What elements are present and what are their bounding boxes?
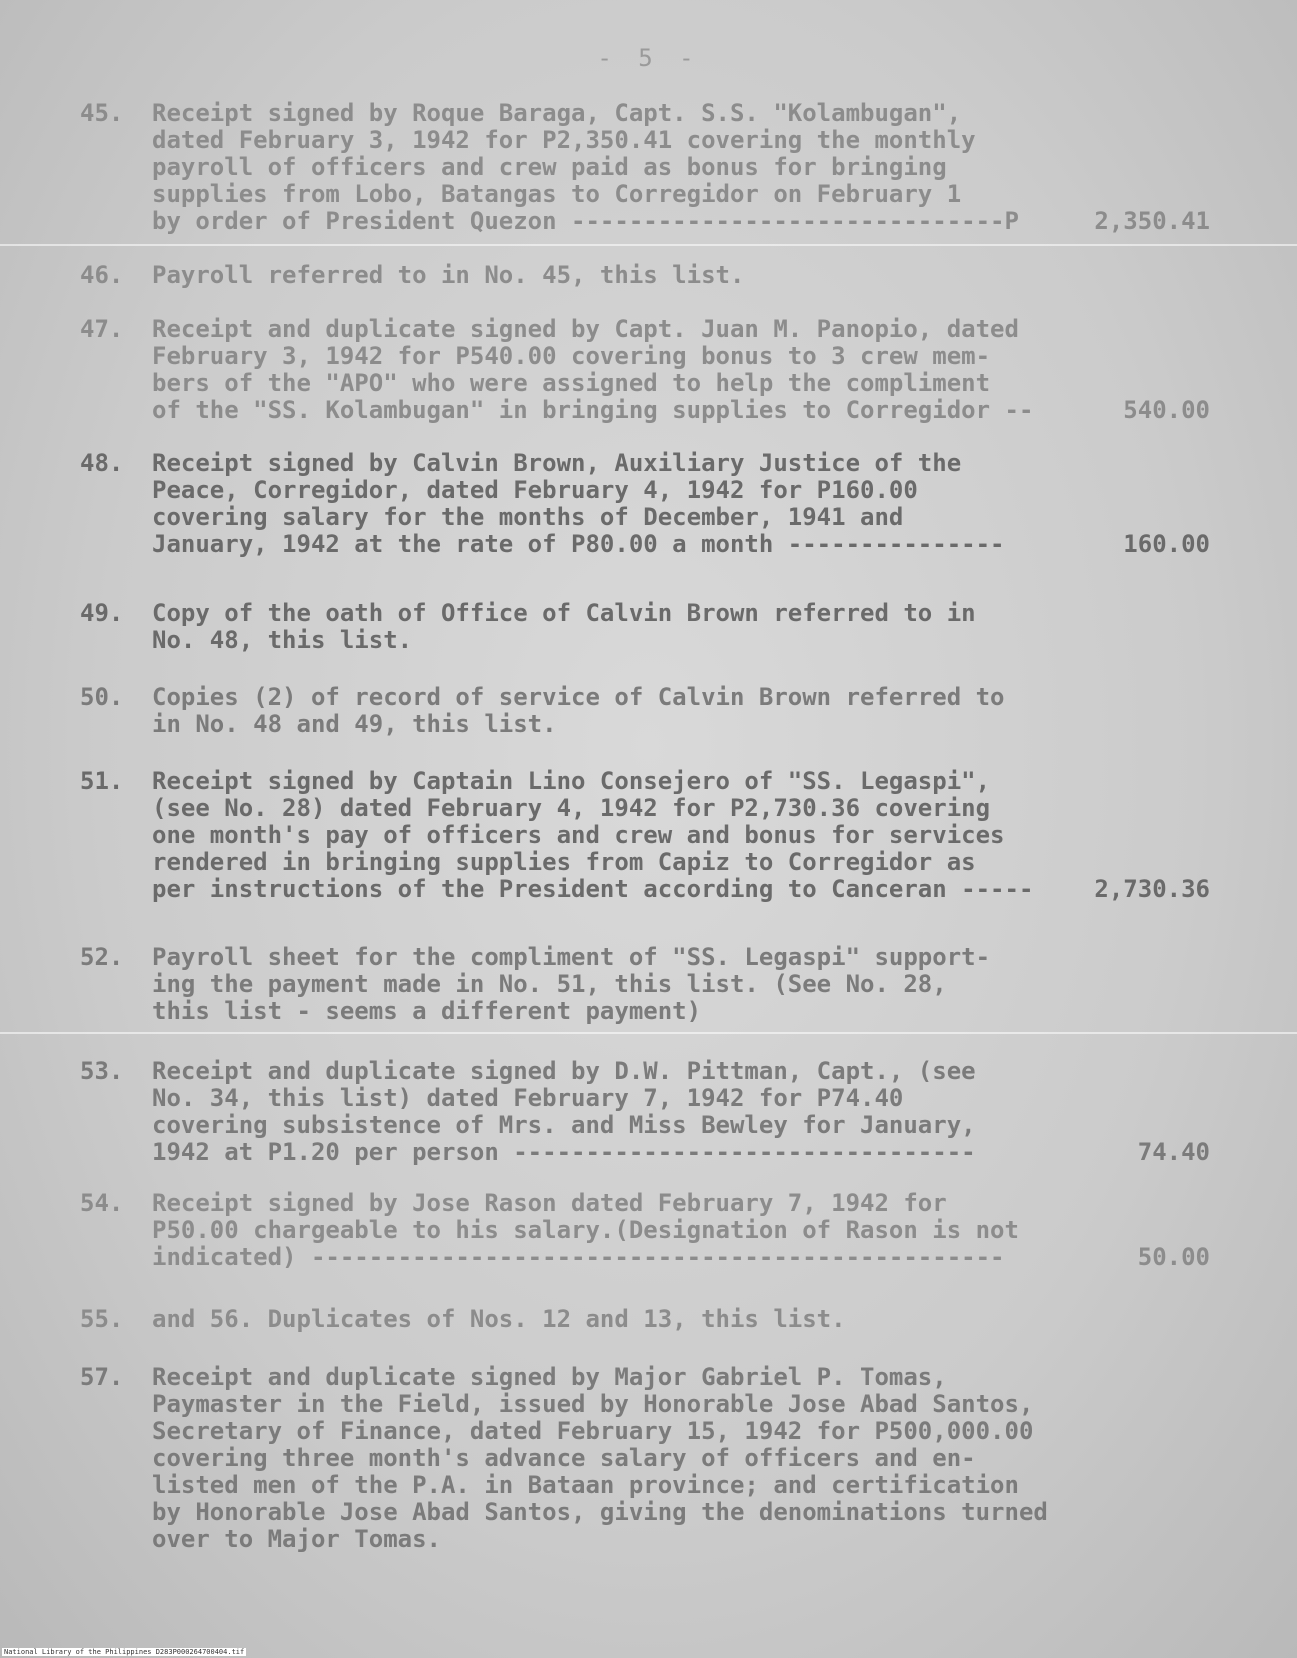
item-text: Receipt signed by Roque Baraga, Capt. S.S. "Kolambugan", dated February 3, 1942 for P2,350.41 covering the monthly payroll of officers and crew paid as bonus for bringing supplies from Lobo, Batangas to Corregidor on February 1 by order of President Quezon ------------------------------P [152, 99, 1019, 235]
archive-footer: National Library of the Philippines D283P000264700404.tif [4, 1648, 245, 1656]
item-amount: 50.00 [1137, 1243, 1210, 1271]
item-text: Copy of the oath of Office of Calvin Brown referred to in No. 48, this list. [152, 599, 976, 654]
item-number: 45. [80, 99, 124, 127]
item-number: 52. [80, 943, 124, 971]
item-text: Payroll referred to in No. 45, this list. [152, 261, 745, 289]
item-number: 54. [80, 1189, 124, 1217]
item-text: Receipt and duplicate signed by Capt. Juan M. Panopio, dated February 3, 1942 for P540.00 covering bonus to 3 crew mem- bers of the "APO" who were assigned to help the compliment of the "SS. Kolambugan" in bringing supplies to Corregidor -- [152, 315, 1034, 424]
item-number: 49. [80, 599, 124, 627]
item-text: Receipt signed by Calvin Brown, Auxiliary Justice of the Peace, Corregidor, dated February 4, 1942 for P160.00 covering salary for the months of December, 1941 and January, 1942 at the rate of P80.00 a month --------------- [152, 449, 1005, 558]
item-number: 55. [80, 1305, 124, 1333]
page-number: - 5 - [597, 44, 700, 72]
item-text: Receipt signed by Captain Lino Consejero of "SS. Legaspi", (see No. 28) dated February 4, 1942 for P2,730.36 covering one month's pay of officers and crew and bonus for services rendered in bringing supplies from Capiz to Corregidor as per instructions of the President according to Canceran ----- [152, 767, 1034, 903]
item-number: 46. [80, 261, 124, 289]
item-amount: 74.40 [1137, 1138, 1210, 1166]
item-text: and 56. Duplicates of Nos. 12 and 13, this list. [152, 1305, 846, 1333]
item-number: 50. [80, 683, 124, 711]
fold-line [0, 1032, 1297, 1034]
item-text: Receipt signed by Jose Rason dated February 7, 1942 for P50.00 chargeable to his salary.(Designation of Rason is not indicated) ------------------------------------------------ [152, 1189, 1019, 1271]
item-amount: 2,730.36 [1094, 875, 1210, 903]
item-number: 53. [80, 1057, 124, 1085]
item-amount: 160.00 [1123, 530, 1210, 558]
fold-line [0, 244, 1297, 246]
item-text: Receipt and duplicate signed by Major Gabriel P. Tomas, Paymaster in the Field, issued by Honorable Jose Abad Santos, Secretary of Finance, dated February 15, 1942 for P500,000.00 covering three month's advance salary of officers and en- listed men of the P.A. in Bataan province; and certification by Honorable Jose Abad Santos, giving the denominations turned over to Major Tomas. [152, 1363, 1048, 1553]
item-amount: 540.00 [1123, 396, 1210, 424]
item-text: Payroll sheet for the compliment of "SS. Legaspi" support- ing the payment made in No. 51, this list. (See No. 28, this list - seems a different payment) [152, 943, 991, 1025]
item-number: 51. [80, 767, 124, 795]
item-number: 48. [80, 449, 124, 477]
item-text: Copies (2) of record of service of Calvin Brown referred to in No. 48 and 49, this list. [152, 683, 1005, 738]
item-amount: 2,350.41 [1094, 207, 1210, 235]
item-number: 47. [80, 315, 124, 343]
item-number: 57. [80, 1363, 124, 1391]
item-text: Receipt and duplicate signed by D.W. Pittman, Capt., (see No. 34, this list) dated February 7, 1942 for P74.40 covering subsistence of Mrs. and Miss Bewley for January, 1942 at P1.20 per person -------------------------------- [152, 1057, 976, 1166]
